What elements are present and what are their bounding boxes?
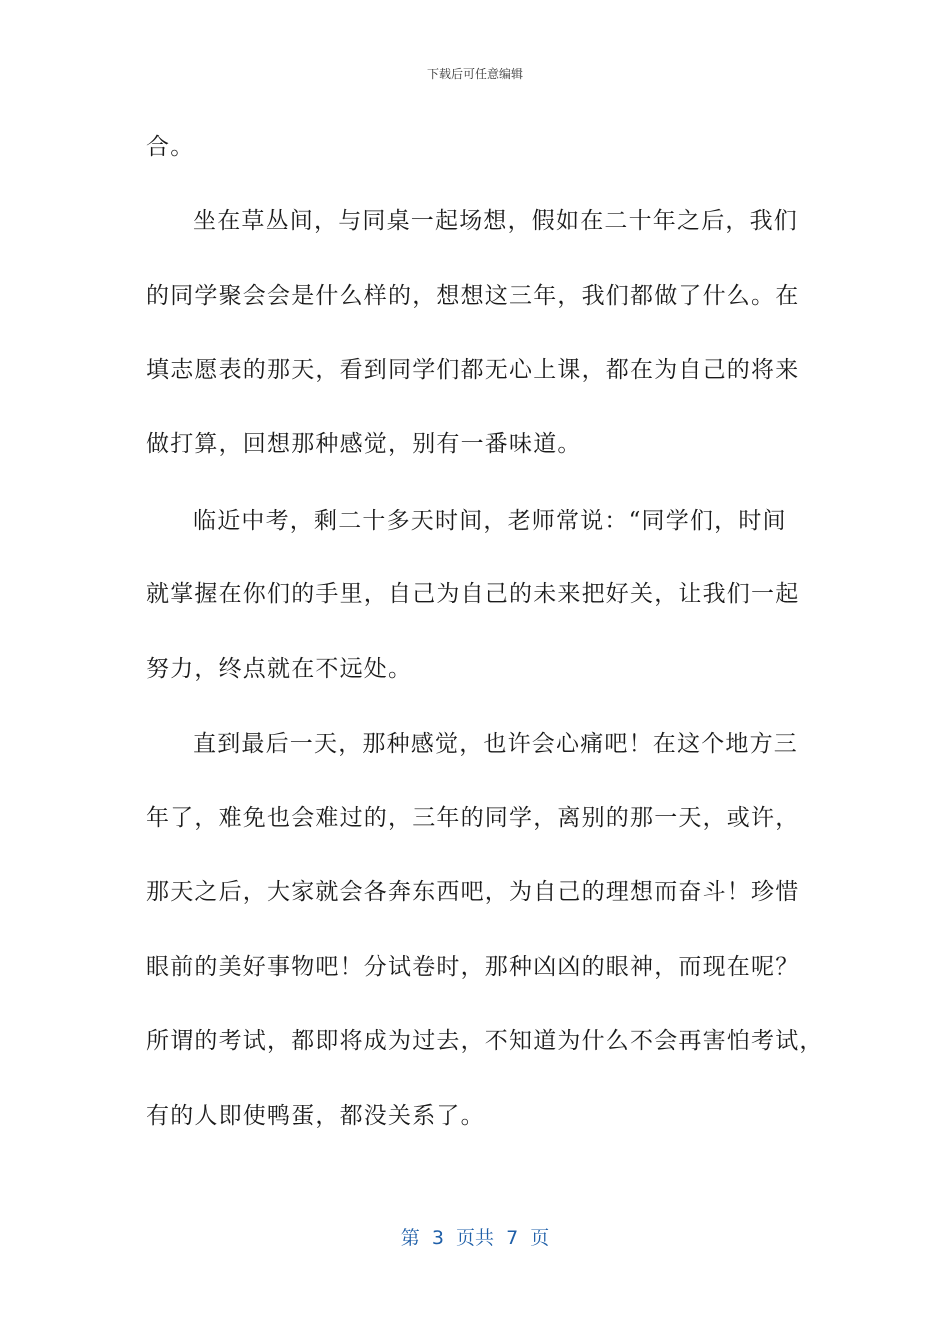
paragraph-first-line: 临近中考，剩二十多天时间，老师常说：“同学们，时间: [193, 508, 787, 534]
page-number: 第 3 页共 7 页: [400, 1227, 550, 1249]
text-line: 那天之后，大家就会各奔东西吧，为自己的理想而奋斗！珍惜: [146, 879, 800, 905]
paragraph-first-line: 直到最后一天，那种感觉，也许会心痛吧！在这个地方三: [193, 731, 798, 757]
text-line: 所谓的考试，都即将成为过去，不知道为什么不会再害怕考试，: [146, 1028, 824, 1054]
text-line: 填志愿表的那天，看到同学们都无心上课，都在为自己的将来: [146, 357, 800, 383]
text-line: 年了，难免也会难过的，三年的同学，离别的那一天，或许，: [146, 805, 800, 831]
text-line: 合。: [146, 134, 195, 160]
text-line: 努力，终点就在不远处。: [146, 656, 413, 682]
paragraph-first-line: 坐在草丛间，与同桌一起场想，假如在二十年之后，我们: [193, 208, 798, 234]
text-line: 做打算，回想那种感觉，别有一番味道。: [146, 431, 582, 457]
text-line: 有的人即使鸭蛋，都没关系了。: [146, 1103, 485, 1129]
text-line: 的同学聚会会是什么样的，想想这三年，我们都做了什么。在: [146, 283, 800, 309]
text-line: 眼前的美好事物吧！分试卷时，那种凶凶的眼神，而现在呢？: [146, 954, 800, 980]
page-header-note: 下载后可任意编辑: [426, 67, 523, 81]
text-line: 就掌握在你们的手里，自己为自己的未来把好关，让我们一起: [146, 581, 800, 607]
